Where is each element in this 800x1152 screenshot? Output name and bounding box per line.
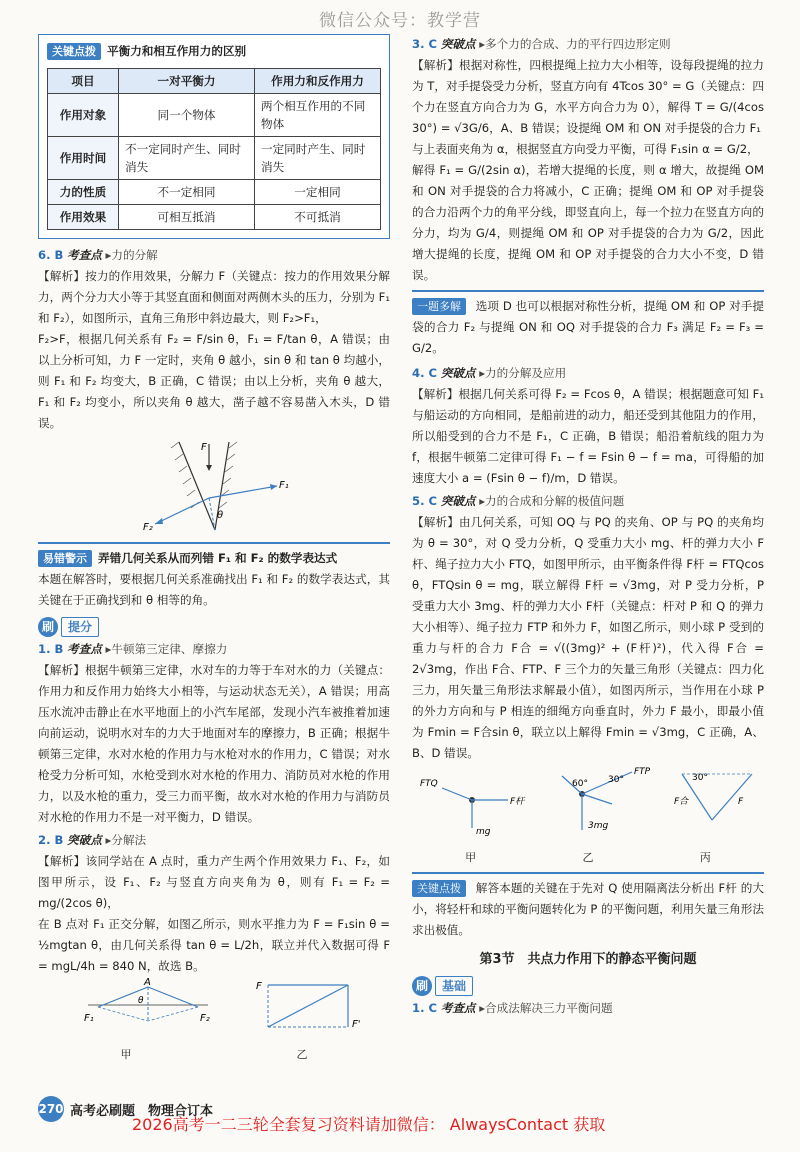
book-title: 高考必刷题 物理合订本 [70,1103,214,1119]
key-point-box-2 [412,872,764,941]
analysis-text: 【解析】根据几何关系可得 F₂ = Fcos θ，A 错误；根据题意可知 F₁ 与船运动的方向相同，是船前进的动力，船还受到其他阻力的作用，所以船受到的合力不是 F₁，C 正确，B 错误；船沿着航线的阻力为 f，根据牛顿第二定律可得 F₁ − f = Fsin θ − f = ma，可得船的加速度大小 a = (Fsin θ − f)/m，D 错误。 [412,387,764,485]
question-number: 4. C [412,366,438,380]
table-header: 作用力和反作用力 [254,69,380,94]
key-title: 平衡力和相互作用力的区别 [107,44,247,58]
point-tag: 突破点 [440,494,476,508]
multi-text: 选项 D 也可以根据对称性分析，提绳 OM 和 OP 对手提袋的合力 F₂ 与提绳 ON 和 OQ 对手提袋的合力 F₃ 满足 F₂ = F₃ = G/2。 [412,299,764,355]
table-cell: 不一定相同 [119,180,255,205]
warning-tag: 易错警示 [38,550,92,567]
table-cell: 一定同时产生、同时消失 [254,137,380,180]
point-topic: 牛顿第三定律、摩擦力 [111,642,228,656]
pq-force-figures [412,764,764,840]
multi-tag: 一题多解 [412,298,466,315]
point-tag: 考查点 [440,1001,476,1015]
fig-label: 60° [572,779,588,789]
key-tag: 关键点拨 [47,43,101,60]
key-point-box [38,34,390,239]
section-header [38,617,390,637]
fig-label: 30° [608,775,624,785]
point-topic: 合成法解决三力平衡问题 [485,1001,613,1015]
caption: 甲 [120,1048,132,1061]
table-cell: 同一个物体 [119,94,255,137]
question-number: 1. C [412,1001,438,1015]
fig-label: F杆 [510,797,525,807]
table-cell: 作用时间 [48,137,119,180]
table-row [48,137,381,180]
fig-label: F [738,797,744,807]
question-4: 4. C 突破点 ▸力的分解及应用 【解析】根据几何关系可得 F₂ = Fcos θ，A 错误；根据题意可知 F₁ 与船运动的方向相同，是船前进的动力，船还受到其他阻力的作用，所以船受到的合力不是 F₁，C 正确，B 错误；船沿着航线的阻力为 f，根据牛顿第二定律可得 F₁ − f = Fsin θ − f = ma，可得船的加速度大小 a = (Fsin θ − f)/m，D 错误。 [412,363,764,489]
table-header: 一对平衡力 [119,69,255,94]
key-text: 解答本题的关键在于先对 Q 使用隔离法分析出 F杆 的大小，将轻杆和球的平衡问题转化为 P 的平衡问题，利用矢量三角形法求出极值。 [412,881,764,937]
analysis-text: 在 B 点对 F₁ 正交分解，如图乙所示，则水平推力为 F = F₁sin θ = ½mgtan θ，由几何关系得 tan θ = L/2h，联立并代入数据可得 F = mgL/4h = 840 N，故选 B。 [38,917,390,973]
table-cell: 作用对象 [48,94,119,137]
question-number: 2. B [38,833,64,847]
figure-captions [38,1044,390,1065]
caption: 甲 [465,851,477,864]
section-name: 提分 [61,617,99,637]
right-column [412,34,764,1019]
question-6: 6. B 考查点 ▸力的分解 【解析】按力的作用效果，分解力 F（关键点：按力的作用效果分解力，两个分力大小等于其竖直面和侧面对两侧木头的压力，分别为 F₁ 和 F₂），如图所示，直角三角形中斜边最大，则 F₂>F₁， F₂>F，根据几何关系有 F₂ = F/sin θ，F₁ = F/tan θ，A 错误；由以上分析可知，力 F 一定时，夹角 θ 越小，sin θ 和 tan θ 均越小，则 F₁ 和 F₂ 均变大，B 正确，C 错误；由以上分析，夹角 θ 越大，F₁ 和 F₂ 均变小，所以夹角 θ 越大，凿子越不容易凿入木头，D 错误。 F F₁ F₂ θ [38,245,390,538]
point-tag: 突破点 [440,37,476,51]
question-number: 5. C [412,494,438,508]
caption: 丙 [699,851,711,864]
wedge-force-figure [129,438,299,538]
multi-solution-box [412,290,764,359]
section-title: 第3节 共点力作用下的静态平衡问题 [479,952,697,967]
analysis-text: 【解析】由几何关系，可知 OQ 与 PQ 的夹角、OP 与 PQ 的夹角均为 θ = 30°，对 Q 受力分析，Q 受重力大小 mg、杆的弹力大小 F杆、绳子拉力大小 FTQ，如图甲所示，由平衡条件得 F杆 = FTQcos θ，FTQsin θ = mg，联立解得 F杆 = √3mg，对 P 受力分析，P 受重力大小 3mg、杆的弹力大小 F杆（关键点：杆对 P 和 Q 的弹力大小相等）、绳子拉力 FTP 和外力 F，如图乙所示，则小球 P 受到的重力与杆的合力 F合 = √((3mg)² + (F杆)²)，代入得 F合 = 2√3mg，作出 F合、FTP、F 三个力的矢量三角形（关键点：四力化三力，用矢量三角形法求解最小值），如图丙所示，当作用在小球 P 的外力方向和与 P 相连的细绳方向垂直时，外力 F 最小，即最小值为 Fmin = F合sin θ，联立以上解得 Fmin = √3mg，C 正确，A、B、D 错误。 [412,515,764,760]
point-topic: 力的合成和分解的极值问题 [485,494,625,508]
question-1-basic: 1. C 考查点 ▸合成法解决三力平衡问题 [412,1001,613,1015]
fig-label: F₁ [279,480,289,491]
table-cell: 可相互抵消 [119,205,255,230]
table-cell: 一定相同 [254,180,380,205]
point-tag: 突破点 [440,366,476,380]
ad-banner: 2026高考一二三轮全套复习资料请加微信： AlwaysContact 获取 [132,1115,606,1134]
table-row [48,94,381,137]
key-tag: 关键点拨 [412,880,466,897]
warning-title: 弄错几何关系从而列错 F₁ 和 F₂ 的数学表达式 [98,551,338,565]
figure-captions [412,847,764,868]
fig-label: F [256,981,262,992]
table-cell: 不可抵消 [254,205,380,230]
fig-label: 3mg [588,821,609,831]
point-topic: 分解法 [111,833,147,847]
fig-label: θ [217,510,224,521]
section-name: 基础 [435,976,473,996]
section-badge: 刷 [38,617,58,637]
point-topic: 力的分解 [111,248,158,262]
analysis-text: 【解析】根据牛顿第三定律，水对车的力等于车对水的力（关键点：作用力和反作用力始终大小相等，与运动状态无关），A 错误；用高压水流冲击静止在水平地面上的小汽车尾部，发现小汽车被推着加速向前运动，说明水对车的力大于地面对车的摩擦力，B 正确；根据牛顿第三定律，水对水枪的作用力与水枪对水的作用力，C 错误；对水枪受力分析可知，水枪受到水对水枪的作用力、消防员对水枪的作用力，以及水枪的重力，受三力而平衡，故水对水枪的作用力与消防员对水枪的作用力不是一对平衡力，D 错误。 [38,663,390,824]
point-tag: 考查点 [67,248,102,262]
ab-force-figures [38,977,390,1037]
table-header: 项目 [48,69,119,94]
watermark: 微信公众号：教学营 [319,11,481,31]
analysis-text: 解得 F₁ = G/(2sin α)，若增大提绳的长度，则 α 增大，故提绳 OM 和 ON 对手提袋的合力将减小，C 正确；提绳 OM 和 OP 对手提袋的合力沿两个力的角平分线，即竖直向上，每一个拉力在竖直方向的分力，均为 G/4，则提绳 OM 和 OP 对手提袋的合力为 G/2，因此增大提绳的长度，提绳 OM 和 OP 对手提袋的合力大小不变，D 错误。 [412,163,764,282]
fig-label: F₁ [84,1013,94,1024]
fig-label: F' [352,1019,361,1030]
question-3: 3. C 突破点 ▸多个力的合成、力的平行四边形定则 【解析】根据对称性，四根提绳上拉力大小相等，设每段提绳的拉力为 T，对手提袋受力分析，竖直方向有 4Tcos 30° = G（关键点：四个力在竖直方向合力为 G，水平方向合力为 0），解得 T = G/(4cos 30°) = √3G/6，A、B 错误；设提绳 OM 和 ON 对手提袋的合力 F₁ 与上表面夹角为 α，根据竖直方向受力平衡，可得 F₁sin α = G/2， 解得 F₁ = G/(2sin α)，若增大提绳的长度，则 α 增大，故提绳 OM 和 ON 对手提袋的合力将减小，C 正确；提绳 OM 和 OP 对手提袋的合力沿两个力的角平分线，即竖直向上，每一个拉力在竖直方向的分力，均为 G/4，则提绳 OM 和 OP 对手提袋的合力为 G/2，因此增大提绳的长度，提绳 OM 和 OP 对手提袋的合力大小不变，D 错误。 [412,34,764,286]
left-column [38,34,390,1065]
section-header [412,976,764,996]
table-cell: 作用效果 [48,205,119,230]
point-tag: 考查点 [67,642,102,656]
question-number: 1. B [38,642,64,656]
point-tag: 突破点 [67,833,102,847]
fig-label: F₂ [143,522,153,533]
question-number: 6. B [38,248,64,262]
table-row [48,205,381,230]
table-cell: 两个相互作用的不同物体 [254,94,380,137]
warning-box [38,542,390,611]
caption: 乙 [582,851,594,864]
fig-label: A [144,977,151,988]
analysis-text: 【解析】根据对称性，四根提绳上拉力大小相等，设每段提绳的拉力为 T，对手提袋受力分析，竖直方向有 4Tcos 30° = G（关键点：四个力在竖直方向合力为 G，水平方向合力为 0），解得 T = G/(4cos 30°) = √3G/6，A、B 错误；设提绳 OM 和 ON 对手提袋的合力 F₁ [412,58,764,135]
fig-label: mg [476,827,491,837]
fig-label: FTP [634,767,651,777]
fig-label: 30° [692,773,708,783]
caption: 乙 [296,1048,308,1061]
fig-label: F₂ [200,1013,210,1024]
analysis-text: 【解析】该同学站在 A 点时，重力产生两个作用效果力 F₁、F₂，如图甲所示，设 F₁、F₂ 与竖直方向夹角为 θ，则有 F₁ = F₂ = mg/(2cos θ)， [38,854,390,910]
analysis-text: F₂>F，根据几何关系有 F₂ = F/sin θ，F₁ = F/tan θ，A 错误；由以上分析可知，力 F 一定时，夹角 θ 越小，sin θ 和 tan θ 均越小，则 F₁ 和 F₂ 均变大，B 正确，C 错误；由以上分析，夹角 θ 越大，F₁ 和 F₂ 均变小，所以夹角 θ 越大，凿子越不容易凿入木头，D 错误。 [38,332,390,430]
table-row [48,180,381,205]
page-number: 270 [38,1096,64,1122]
compare-table [47,68,381,230]
analysis-text: 与上表面夹角为 α，根据竖直方向受力平衡，可得 F₁sin α = G/2， [412,142,759,156]
fig-label: F合 [674,797,689,807]
question-2: 2. B 突破点 ▸分解法 【解析】该同学站在 A 点时，重力产生两个作用效果力 F₁、F₂，如图甲所示，设 F₁、F₂ 与竖直方向夹角为 θ，则有 F₁ = F₂ = mg/(2cos θ)， 在 B 点对 F₁ 正交分解，如图乙所示，则水平推力为 F = F₁sin θ = ½mgtan θ，由几何关系得 tan θ = L/2h，联立并代入数据可得 F = mgL/4h = 840 N，故选 B。 A θ F₁ F₂ F F' 甲 乙 [38,830,390,1065]
point-topic: 多个力的合成、力的平行四边形定则 [485,37,671,51]
question-1: 1. B 考查点 ▸牛顿第三定律、摩擦力 【解析】根据牛顿第三定律，水对车的力等于车对水的力（关键点：作用力和反作用力始终大小相等，与运动状态无关），A 错误；用高压水流冲击静止在水平地面上的小汽车尾部，发现小汽车被推着加速向前运动，说明水对车的力大于地面对车的摩擦力，B 正确；根据牛顿第三定律，水对水枪的作用力与水枪对水的作用力，C 错误；对水枪受力分析可知，水枪受到水对水枪的作用力、消防员对水枪的作用力，以及水枪的重力，受三力而平衡，故水对水枪的作用力与消防员对水枪的作用力不是一对平衡力，D 错误。 [38,639,390,828]
table-cell: 不一定同时产生、同时消失 [119,137,255,180]
analysis-text: 【解析】按力的作用效果，分解力 F（关键点：按力的作用效果分解力，两个分力大小等于其竖直面和侧面对两侧木头的压力，分别为 F₁ 和 F₂），如图所示，直角三角形中斜边最大，则 F₂>F₁， [38,269,390,325]
section-badge: 刷 [412,976,432,996]
warning-text: 本题在解答时，要根据几何关系准确找出 F₁ 和 F₂ 的数学表达式，其关键在于正确找到和 θ 相等的角。 [38,572,390,607]
table-cell: 力的性质 [48,180,119,205]
fig-label: θ [138,996,144,1006]
point-topic: 力的分解及应用 [485,366,567,380]
fig-label: FTQ [420,779,438,789]
question-5: 5. C 突破点 ▸力的合成和分解的极值问题 【解析】由几何关系，可知 OQ 与 PQ 的夹角、OP 与 PQ 的夹角均为 θ = 30°，对 Q 受力分析，Q 受重力大小 mg、杆的弹力大小 F杆、绳子拉力大小 FTQ，如图甲所示，由平衡条件得 F杆 = FTQcos θ，FTQsin θ = mg，联立解得 F杆 = √3mg，对 P 受力分析，P 受重力大小 3mg、杆的弹力大小 F杆（关键点：杆对 P 和 Q 的弹力大小相等）、绳子拉力 FTP 和外力 F，如图乙所示，则小球 P 受到的重力与杆的合力 F合 = √((3mg)² + (F杆)²)，代入得 F合 = 2√3mg，作出 F合、FTP、F 三个力的矢量三角形（关键点：四力化三力，用矢量三角形法求解最小值），如图丙所示，当作用在小球 P 的外力方向和与 P 相连的细绳方向垂直时，外力 F 最小，即最小值为 Fmin = F合sin θ，联立以上解得 Fmin = √3mg，C 正确，A、B、D 错误。 FTQ F杆 mg FTP 60° 30° 3mg F合 30° F 甲 乙 丙 [412,491,764,868]
question-number: 3. C [412,37,438,51]
fig-label: F [201,442,207,453]
